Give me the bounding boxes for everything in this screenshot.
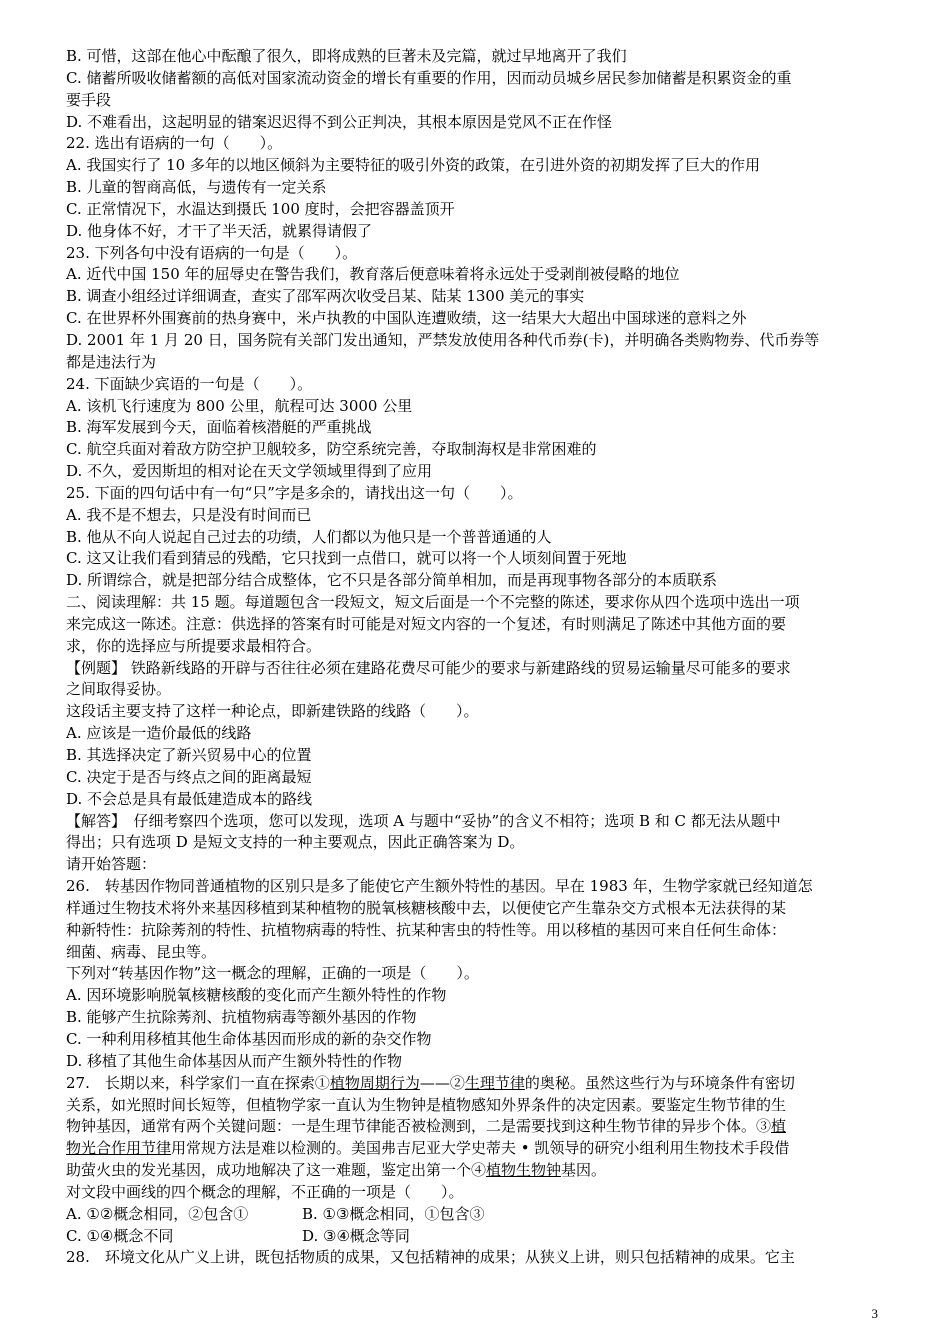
text-line: 【例题】 铁路新线路的开辟与否往往必须在建路花费尽可能少的要求与新建路线的贸易运输量尽可能多的要求	[66, 658, 791, 677]
text-line: 下列对“转基因作物”这一概念的理解，正确的一项是（ ）。	[66, 964, 479, 983]
text-line: A. 近代中国 150 年的屈辱史在警告我们，教育落后便意味着将永远处于受剥削被侵略的地位	[66, 265, 680, 284]
text-line: D. 移植了其他生命体基因从而产生额外特性的作物	[66, 1051, 403, 1070]
text-line	[66, 1138, 888, 1160]
text-line: B. 可惜，这部在他心中酝酿了很久，即将成熟的巨著未及完篇，就过早地离开了我们	[66, 47, 627, 65]
text-line: 23. 下列各句中没有语病的一句是（ ）。	[66, 243, 358, 262]
text-span: 助萤火虫的发光基因，成功地解决了这一难题，鉴定出第一个④	[66, 1161, 487, 1180]
text-line: 关系，如光照时间长短等，但植物学家一直认为生物钟是植物感知外界条件的决定因素。要鉴定生物节律的生	[66, 1095, 787, 1114]
text-line: 之间取得妥协。	[66, 680, 172, 699]
text-span: 基因。	[561, 1161, 607, 1180]
text-line: C. 正常情况下，水温达到摄氏 100 度时，会把容器盖顶开	[66, 199, 455, 218]
text-lines	[66, 46, 888, 1073]
underlined-concept-4: 植物生物钟	[486, 1161, 562, 1180]
text-line: 得出；只有选项 D 是短文支持的一种主要观点，因此正确答案为 D。	[66, 833, 525, 852]
text-line: C. 这又让我们看到猜忌的残酷，它只找到一点借口，就可以将一个人顷刻间置于死地	[66, 549, 627, 568]
text-line: A. 该机飞行速度为 800 公里，航程可达 3000 公里	[66, 396, 413, 415]
text-span: 用常规方法是难以检测的。美国弗吉尼亚大学史蒂夫 • 凯领导的研究小组利用生物技术手段借	[171, 1139, 790, 1158]
page-number: 3	[871, 1306, 878, 1321]
text-line	[66, 1116, 888, 1138]
text-line: 二、阅读理解：共 15 题。每道题包含一段短文，短文后面是一个不完整的陈述，要求你从四个选项中选出一项	[66, 593, 800, 612]
text-span: 的奥秘。虽然这些行为与环境条件有密切	[524, 1073, 795, 1092]
text-line: B. 他从不向人说起自己过去的功绩，人们都以为他只是一个普普通通的人	[66, 527, 552, 546]
text-line: 要手段	[66, 90, 112, 109]
text-line: D. 不难看出，这起明显的错案迟迟得不到公正判决，其根本原因是党风不正在作怪	[66, 112, 613, 131]
text-line: A. 应该是一造价最低的线路	[66, 724, 252, 743]
text-line: 25. 下面的四句话中有一句“只”字是多余的，请找出这一句（ ）。	[66, 483, 523, 502]
text-line: D. 所谓综合，就是把部分结合成整体，它不只是各部分简单相加，而是再现事物各部分的本质联系	[66, 571, 718, 590]
text-line: 24. 下面缺少宾语的一句是（ ）。	[66, 374, 313, 393]
text-line: C. 储蓄所吸收储蓄额的高低对国家流动资金的增长有重要的作用，因而动员城乡居民参加储蓄是积累资金的重	[66, 68, 792, 87]
option-b: B. ①③概念相同，①包含③	[302, 1204, 485, 1223]
text-line: 22. 选出有语病的一句（ ）。	[66, 134, 283, 153]
text-line: 种新特性：抗除莠剂的特性、抗植物病毒的特性、抗某种害虫的特性等。用以移植的基因可来自任何生命体：	[66, 920, 787, 939]
text-line: C. 航空兵面对着敌方防空护卫舰较多，防空系统完善，夺取制海权是非常困难的	[66, 440, 597, 459]
question-28: 28. 环境文化从广义上讲，既包括物质的成果，又包括精神的成果；从狭义上讲，则只包括精神的成果。它主	[66, 1248, 795, 1267]
text-line: B. 能够产生抗除莠剂、抗植物病毒等额外基因的作物	[66, 1008, 417, 1027]
underlined-concept-3: 植	[771, 1117, 787, 1136]
text-line: 26. 转基因作物同普通植物的区别只是多了能使它产生额外特性的基因。早在 1983 年，生物学家就已经知道怎	[66, 877, 813, 896]
text-line	[66, 1073, 888, 1095]
text-line: B. 其选择决定了新兴贸易中心的位置	[66, 746, 312, 764]
text-span: 物钟基因，通常有两个关键问题：一是生理节律能否被检测到，二是需要找到这种生物节律的异步个体。③	[66, 1117, 772, 1136]
text-line: C. 一种利用移植其他生命体基因而形成的新的杂交作物	[66, 1029, 432, 1048]
option-row	[66, 1204, 888, 1226]
text-line	[66, 1160, 888, 1182]
text-line: A. 因环境影响脱氧核糖核酸的变化而产生额外特性的作物	[66, 986, 447, 1005]
option-c: C. ①④概念不同	[66, 1226, 174, 1245]
text-line: 请开始答题：	[66, 855, 157, 874]
text-line: 都是违法行为	[66, 352, 157, 371]
text-line: C. 在世界杯外围赛前的热身赛中，米卢执教的中国队连遭败绩，这一结果大大超出中国球迷的意料之外	[66, 309, 747, 328]
text-line: D. 他身体不好，才干了半天活，就累得请假了	[66, 221, 373, 240]
text-line: 细菌、病毒、昆虫等。	[66, 942, 217, 961]
text-line: A. 我不是不想去，只是没有时间而已	[66, 505, 312, 524]
text-line: B. 海军发展到今天，面临着核潜艇的严重挑战	[66, 418, 372, 437]
option-d: D. ③④概念等同	[302, 1226, 410, 1245]
document-page	[66, 46, 888, 1269]
underlined-concept-2: 生理节律	[464, 1073, 525, 1092]
text-line: 这段话主要支持了这样一种论点，即新建铁路的线路（ ）。	[66, 702, 479, 721]
text-line: B. 儿童的智商高低，与遗传有一定关系	[66, 178, 327, 197]
text-line: 样通过生物技术将外来基因移植到某种植物的脱氧核糖核酸中去，以便使它产生靠杂交方式根本无法获得的某	[66, 898, 787, 917]
text-line: 来完成这一陈述。注意：供选择的答案有时可能是对短文内容的一个复述，有时则满足了陈述中其他方面的要	[66, 614, 787, 633]
text-line: C. 决定于是否与终点之间的距离最短	[66, 767, 312, 786]
text-line: A. 我国实行了 10 多年的以地区倾斜为主要特征的吸引外资的政策，在引进外资的初期发挥了巨大的作用	[66, 156, 760, 175]
text-line: 求，你的选择应与所提要求最相符合。	[66, 636, 322, 655]
text-line: D. 2001 年 1 月 20 日，国务院有关部门发出通知，严禁发放使用各种代币券(卡)，并明确各类购物券、代币券等	[66, 330, 820, 349]
text-span: 27. 长期以来，科学家们一直在探索①	[66, 1073, 330, 1092]
underlined-concept-1: 植物周期行为	[329, 1073, 420, 1092]
text-line: B. 调查小组经过详细调查，查实了邵军两次收受吕某、陆某 1300 美元的事实	[66, 287, 585, 306]
underlined-concept-3: 物光合作用节律	[66, 1139, 172, 1158]
text-line: 【解答】 仔细考察四个选项，您可以发现，选项 A 与题中“妥协”的含义不相符；选项 B 和 C 都无法从题中	[66, 811, 781, 830]
option-a: A. ①②概念相同，②包含①	[66, 1204, 249, 1223]
text-line: D. 不久，爱因斯坦的相对论在天文学领域里得到了应用	[66, 462, 433, 481]
text-span: ——②	[419, 1073, 465, 1092]
question-stem: 对文段中画线的四个概念的理解，不正确的一项是（ ）。	[66, 1182, 464, 1201]
text-line: D. 不会总是具有最低建造成本的路线	[66, 789, 313, 808]
question-27	[66, 1073, 888, 1248]
option-row	[66, 1226, 888, 1248]
